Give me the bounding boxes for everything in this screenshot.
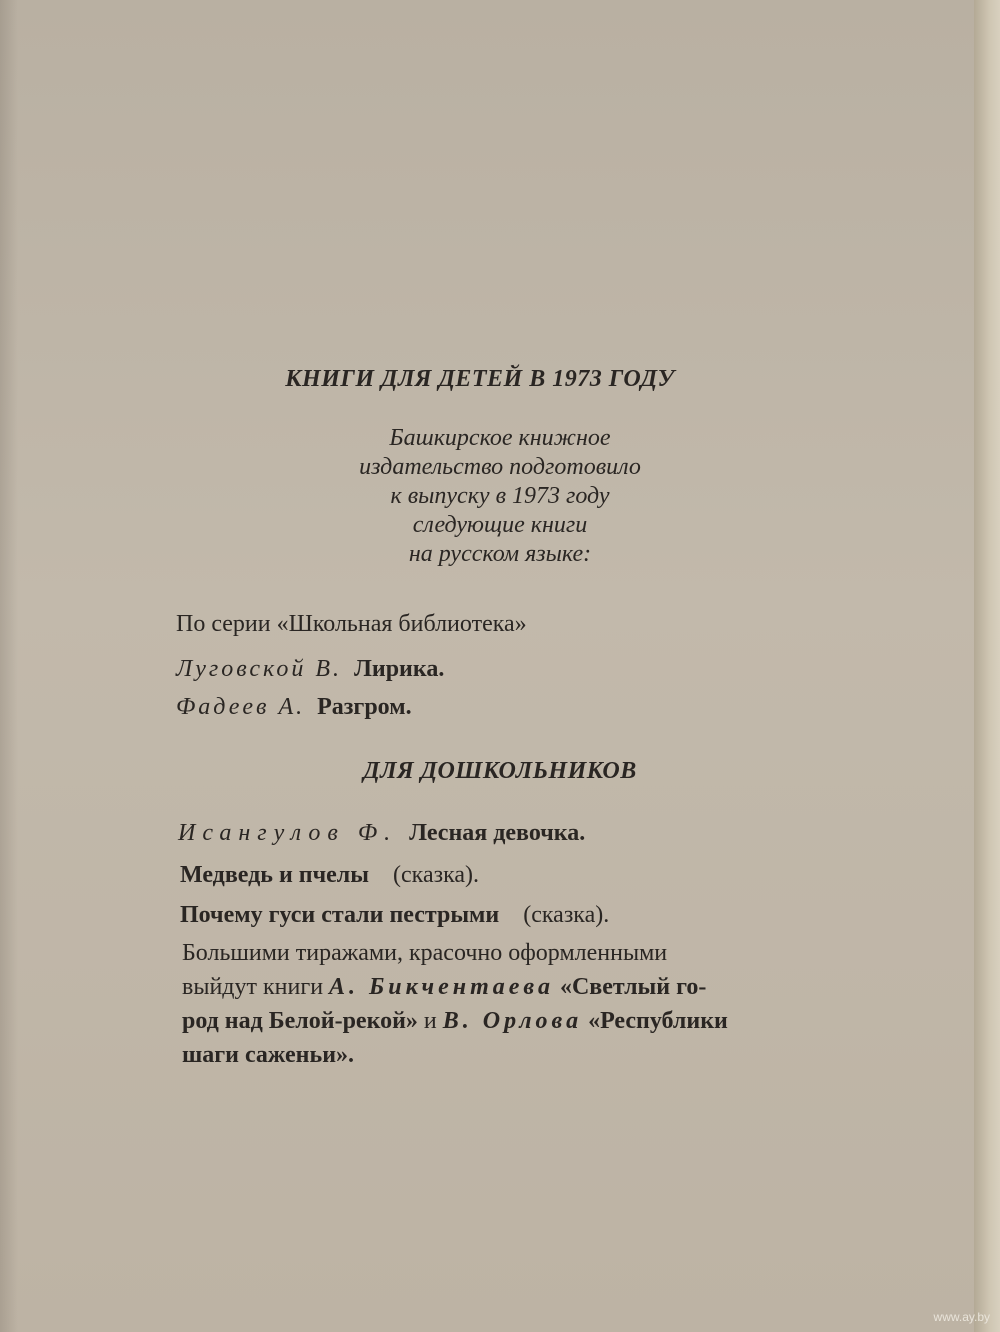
closing-line: шаги саженьи».: [182, 1042, 355, 1068]
series-label: По серии «Школьная библиотека»: [176, 611, 527, 637]
closing-line: [182, 970, 862, 1004]
series-item: [176, 656, 444, 683]
book-title: Лирика.: [354, 656, 445, 682]
book-title: Почему гуси стали пестрыми: [180, 902, 500, 928]
book-title: Медведь и пчелы: [180, 862, 369, 888]
closing-title: род над Белой-рекой»: [182, 1008, 418, 1034]
closing-line: [182, 1004, 862, 1038]
preschool-item: [178, 820, 585, 847]
closing-line: Большими тиражами, красочно оформленными: [182, 940, 668, 966]
book-author: Луговской В.: [176, 656, 342, 682]
closing-text: и: [423, 1008, 437, 1034]
closing-paragraph: [182, 936, 862, 1072]
closing-author: В. Орлова: [442, 1008, 583, 1034]
closing-author: А. Бикчентаева: [329, 974, 554, 1000]
book-title: Разгром.: [317, 694, 412, 720]
intro-text: [20, 424, 980, 569]
intro-line: следующие книги: [412, 512, 588, 538]
intro-line: издательство подготовило: [359, 454, 641, 480]
preschool-item: [180, 902, 609, 929]
book-author: Фадеев А.: [176, 694, 306, 720]
closing-title: «Республики: [588, 1008, 728, 1034]
page-fold-shadow: [0, 0, 18, 1332]
preschool-item: [180, 862, 479, 889]
intro-line: Башкирское книжное: [389, 425, 611, 451]
book-note: (сказка).: [393, 862, 480, 888]
closing-text: выйдут книги: [182, 974, 324, 1000]
book-note: (сказка).: [523, 902, 610, 928]
page-edge: [974, 0, 1000, 1332]
intro-line: на русском языке:: [408, 541, 592, 567]
book-title: Лесная девочка.: [409, 820, 586, 846]
intro-line: к выпуску в 1973 году: [390, 483, 610, 509]
series-item: [176, 694, 412, 721]
watermark: www.ay.by: [933, 1310, 990, 1324]
section-heading-preschool: ДЛЯ ДОШКОЛЬНИКОВ: [363, 758, 637, 784]
closing-title: «Светлый го-: [559, 974, 707, 1000]
page-heading: КНИГИ ДЛЯ ДЕТЕЙ В 1973 ГОДУ: [285, 366, 675, 392]
book-author: Исангулов Ф.: [178, 820, 398, 846]
